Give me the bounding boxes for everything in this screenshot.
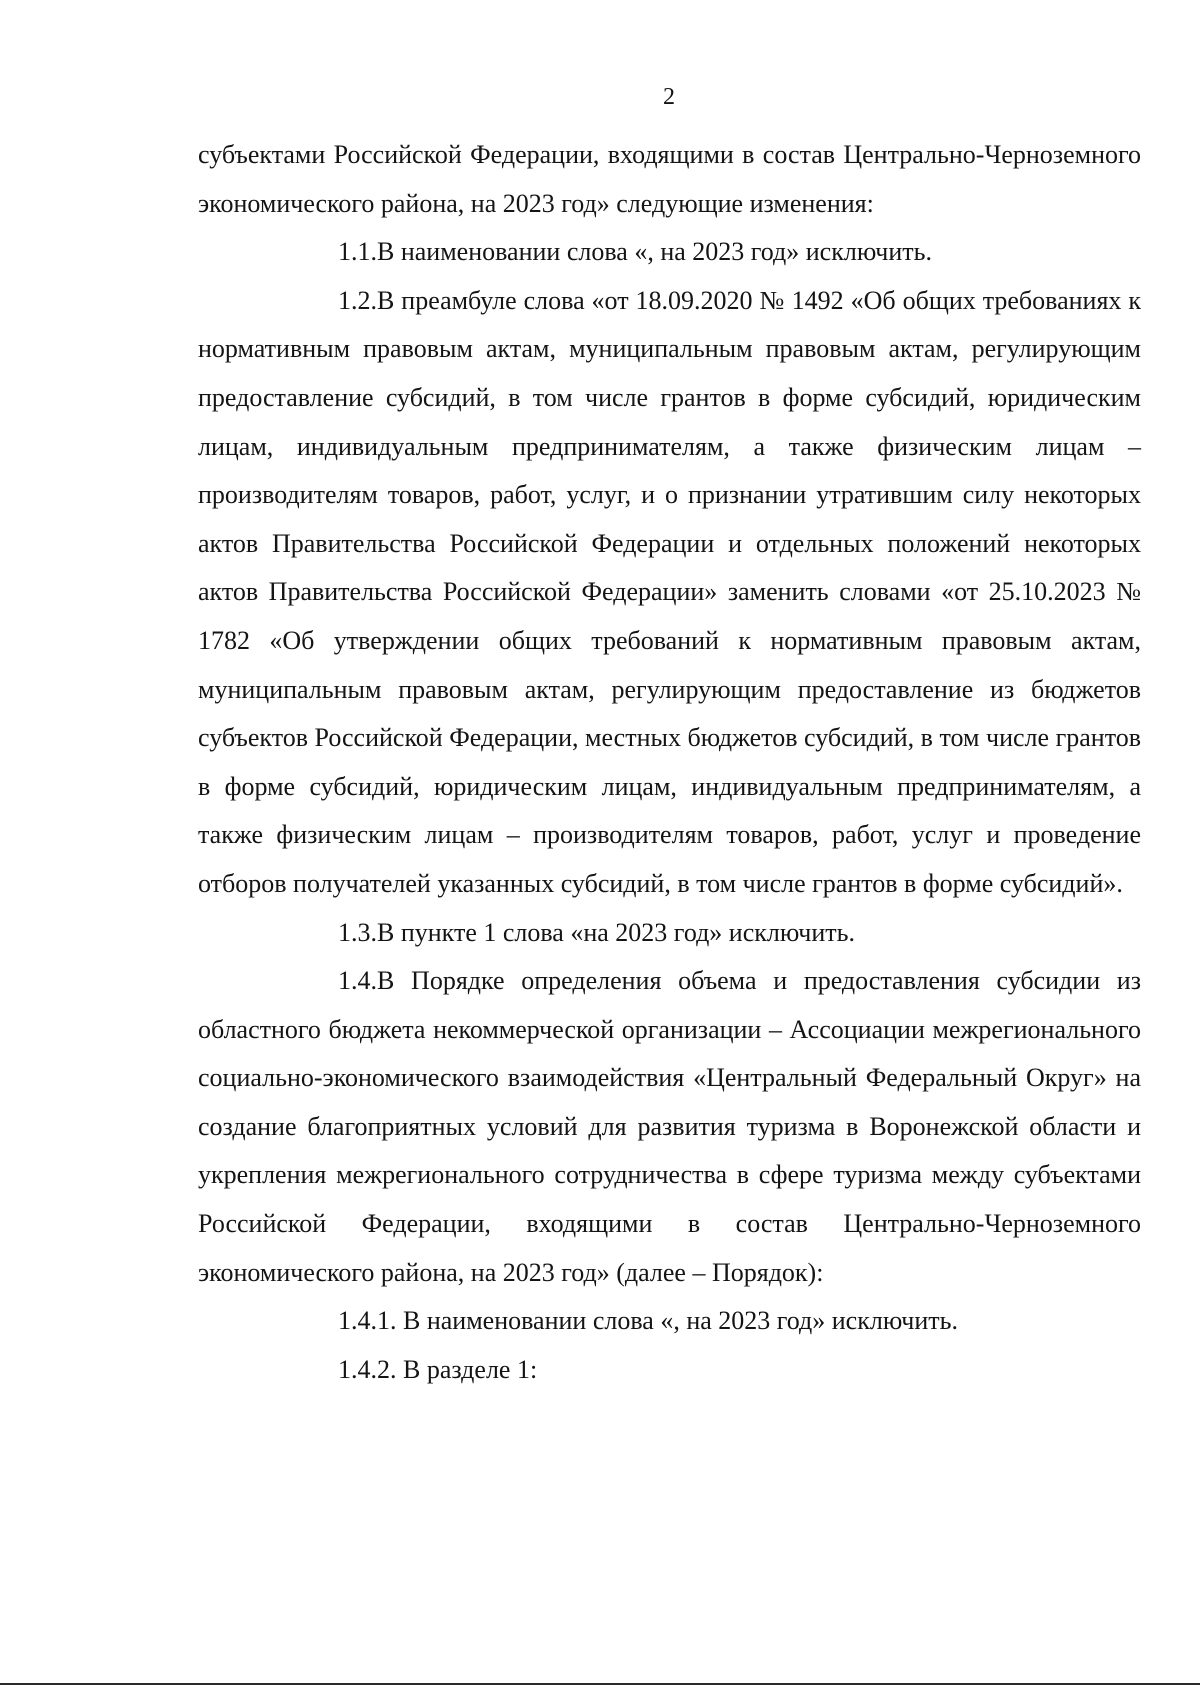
item-number: 1.4.1. (338, 1306, 397, 1336)
item-number: 1.1. (338, 237, 377, 267)
paragraph-1-4-1 (198, 1297, 1141, 1346)
paragraph-text: В наименовании слова «, на 2023 год» исключить. (377, 237, 932, 267)
paragraph-text: В пункте 1 слова «на 2023 год» исключить. (377, 917, 856, 947)
item-number: 1.4. (338, 966, 377, 996)
paragraph-1-4 (198, 957, 1141, 1297)
item-number: 1.4.2. (338, 1354, 397, 1384)
paragraph-text: В Порядке определения объема и предоставления субсидии из областного бюджета некоммерческой организации – Ассоциации межрегионального социально-экономического взаимодействия «Центральный Федеральный Округ» на создание благоприятных условий для развития туризма в Воронежской области и укрепления межрегионального сотрудничества в сфере туризма между субъектами Российской Федерации, входящими в состав Центрально-Черноземного экономического района, на 2023 год» (далее – Порядок): (198, 966, 1141, 1287)
page-number: 2 (663, 84, 675, 110)
paragraph-continuation: субъектами Российской Федерации, входящими в состав Центрально-Черноземного экономического района, на 2023 год» следующие изменения: (198, 140, 1141, 218)
paragraph-text: В преамбуле слова «от 18.09.2020 № 1492 «Об общих требованиях к нормативным правовым актам, муниципальным правовым актам, регулирующим предоставление субсидий, в том числе грантов в форме субсидий, юридическим лицам, индивидуальным предпринимателям, а также физическим лицам – производителям товаров, работ, услуг, и о признании утратившим силу некоторых актов Правительства Российской Федерации и отдельных положений некоторых актов Правительства Российской Федерации» заменить словами «от 25.10.2023 № 1782 «Об утверждении общих требований к нормативным правовым актам, муниципальным правовым актам, регулирующим предоставление из бюджетов субъектов Российской Федерации, местных бюджетов субсидий, в том числе грантов в форме субсидий, юридическим лицам, индивидуальным предпринимателям, а также физическим лицам – производителям товаров, работ, услуг и проведение отборов получателей указанных субсидий, в том числе грантов в форме субсидий». (198, 285, 1141, 898)
paragraph-text: В разделе 1: (403, 1354, 538, 1384)
paragraph-text: В наименовании слова «, на 2023 год» исключить. (403, 1306, 958, 1336)
paragraph-1-2 (198, 277, 1141, 909)
paragraph-1-4-2 (198, 1346, 1141, 1395)
paragraph-1-3 (198, 909, 1141, 958)
document-body (198, 131, 1141, 1394)
item-number: 1.3. (338, 917, 377, 947)
paragraph-1-1 (198, 228, 1141, 277)
scan-edge-line (0, 1683, 1200, 1685)
item-number: 1.2. (338, 285, 377, 315)
